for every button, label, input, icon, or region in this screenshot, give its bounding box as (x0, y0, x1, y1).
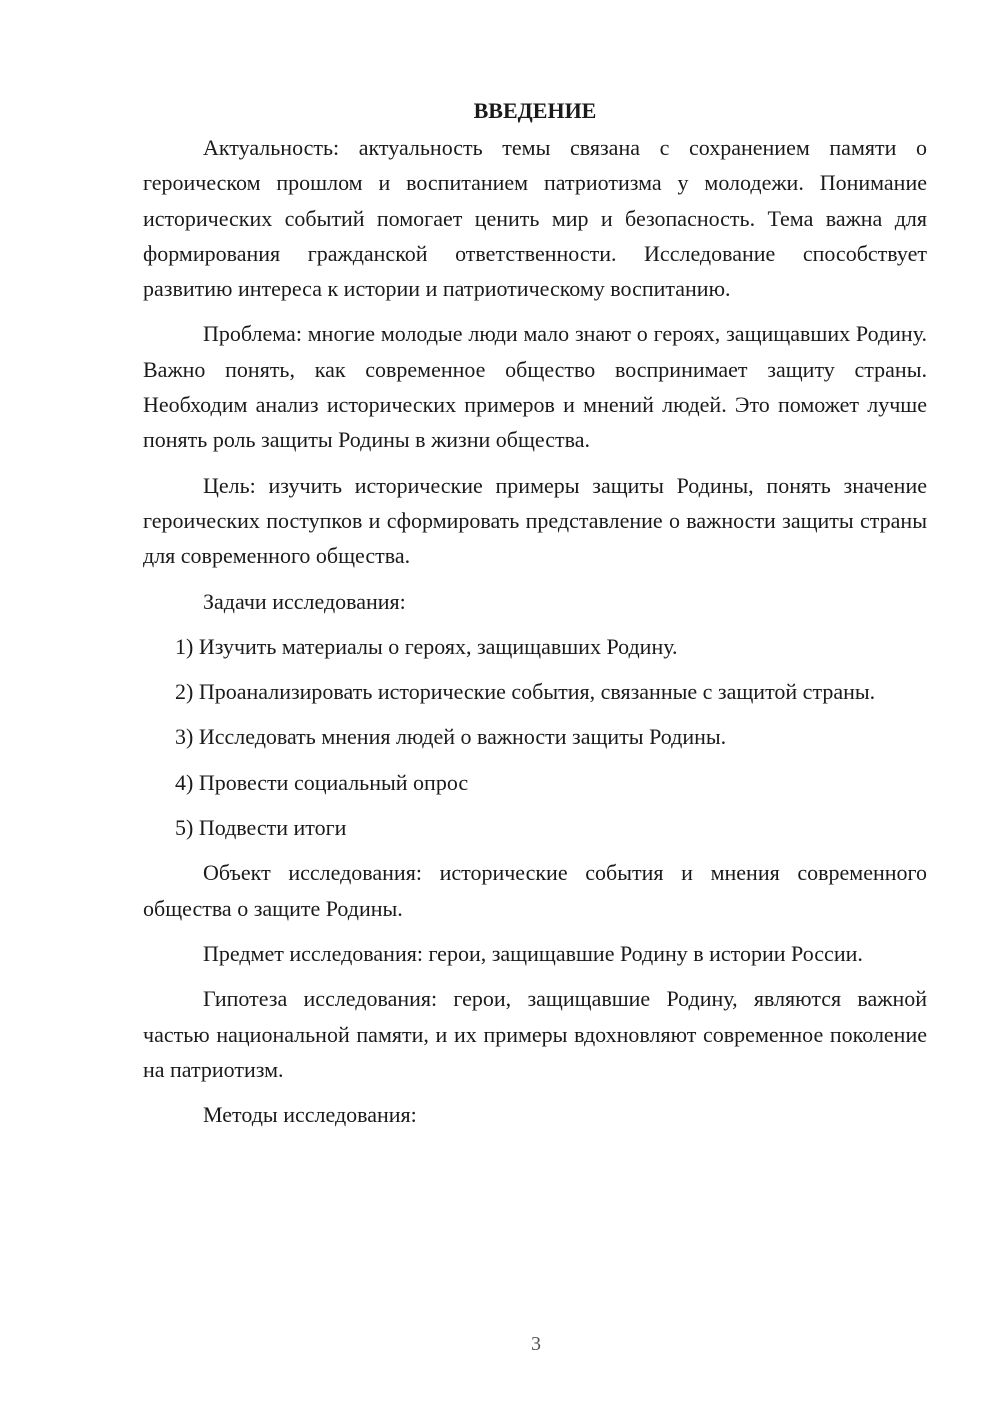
paragraph-hypothesis: Гипотеза исследования: герои, защищавшие Родину, являются важной частью национальной памяти, и их примеры вдохновляют современное поколение на патриотизм. (143, 986, 927, 1082)
task-item: 4) Провести социальный опрос (175, 769, 469, 795)
paragraph-object: Объект исследования: исторические события и мнения современного общества о защите Родины. (143, 860, 927, 921)
paragraph-relevance: Актуальность: актуальность темы связана с сохранением памяти о героическом прошлом и воспитанием патриотизма у молодежи. Понимание исторических событий помогает ценить мир и безопасность. Тема важна для формирования гражданской ответственности. Исследование способствует развитию интереса к истории и патриотическому воспитанию. (143, 135, 927, 302)
page-content (143, 93, 927, 1142)
section-title: ВВЕДЕНИЕ (473, 98, 597, 123)
task-item: 1) Изучить материалы о героях, защищавших Родину. (175, 633, 678, 659)
task-item: 3) Исследовать мнения людей о важности защиты Родины. (175, 724, 727, 750)
methods-heading: Методы исследования: (203, 1102, 417, 1128)
task-item: 2) Проанализировать исторические события, связанные с защитой страны. (175, 679, 876, 705)
paragraph-problem: Проблема: многие молодые люди мало знают о героях, защищавших Родину. Важно понять, как современное общество воспринимает защиту страны. Необходим анализ исторических примеров и мнений людей. Это поможет лучше понять роль защиты Родины в жизни общества. (143, 321, 927, 453)
page-number: 3 (531, 1333, 541, 1355)
paragraph-subject: Предмет исследования: герои, защищавшие Родину в истории России. (203, 940, 863, 966)
paragraph-goal: Цель: изучить исторические примеры защиты Родины, понять значение героических поступков и сформировать представление о важности защиты страны для современного общества. (143, 472, 927, 569)
task-item: 5) Подвести итоги (175, 815, 347, 841)
tasks-heading: Задачи исследования: (203, 588, 406, 614)
